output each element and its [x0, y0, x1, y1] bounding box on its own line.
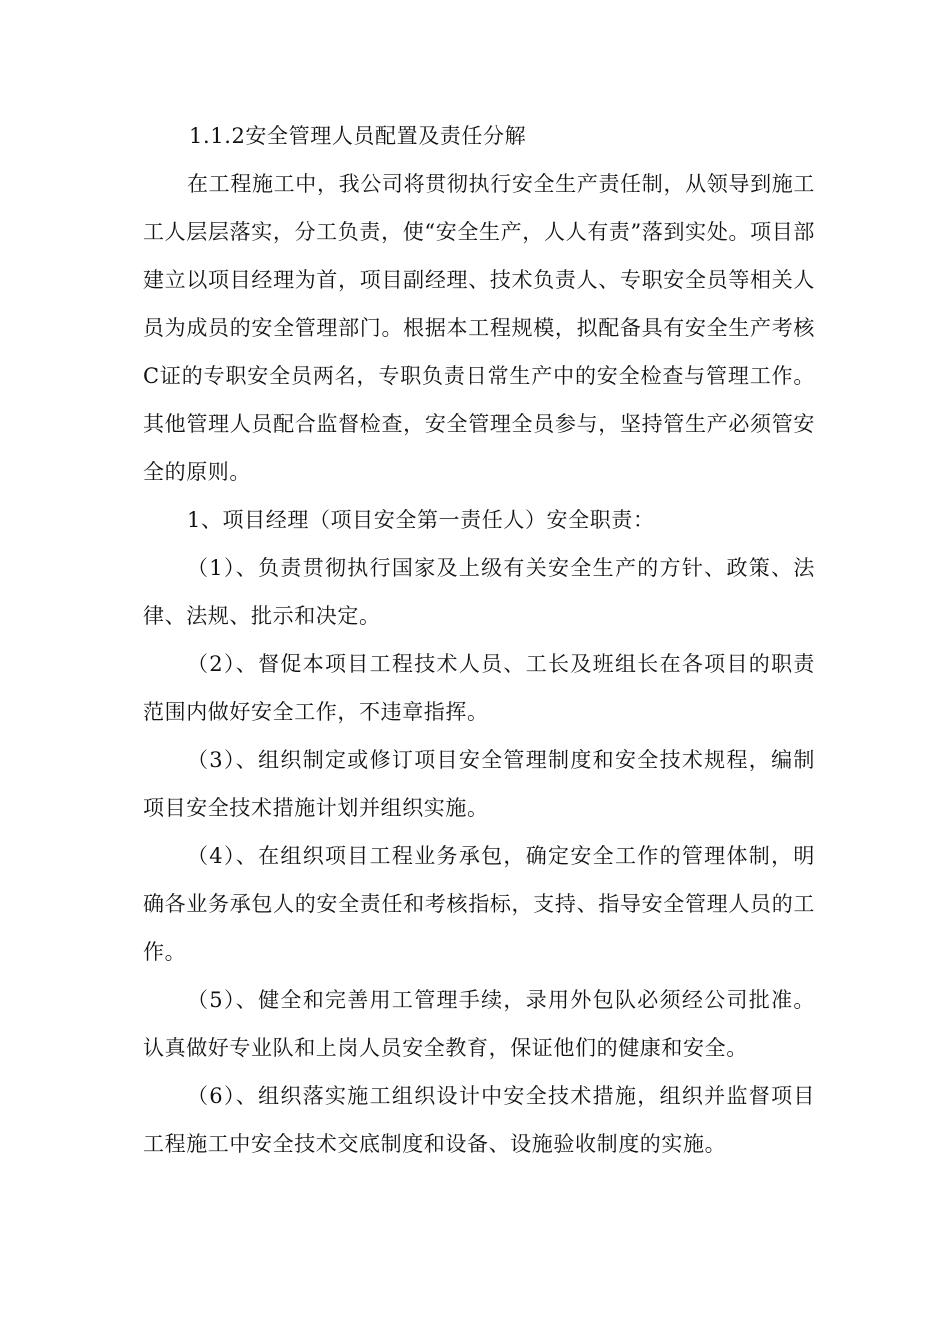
- subsection-heading-project-manager: 1、项目经理（项目安全第一责任人）安全职责：: [187, 508, 655, 532]
- duty-item-6: （6）、组织落实施工组织设计中安全技术措施，组织并监督项目工程施工中安全技术交底制度和设备、设施验收制度的实施。: [143, 1084, 815, 1156]
- duty-item-2: （2）、督促本项目工程技术人员、工长及班组长在各项目的职责范围内做好安全工作，不违章指挥。: [143, 652, 815, 724]
- section-heading: 1.1.2安全管理人员配置及责任分解: [189, 124, 527, 148]
- duty-item-3: （3）、组织制定或修订项目安全管理制度和安全技术规程，编制项目安全技术措施计划并组织实施。: [143, 748, 815, 820]
- duty-item-4: （4）、在组织项目工程业务承包，确定安全工作的管理体制，明确各业务承包人的安全责任和考核指标，支持、指导安全管理人员的工作。: [143, 844, 815, 964]
- duty-item-5: （5）、健全和完善用工管理手续，录用外包队必须经公司批准。认真做好专业队和上岗人员安全教育，保证他们的健康和安全。: [143, 988, 815, 1060]
- intro-paragraph: 在工程施工中，我公司将贯彻执行安全生产责任制，从领导到施工工人层层落实，分工负责，使“安全生产，人人有责”落到实处。项目部建立以项目经理为首，项目副经理、技术负责人、专职安全员等相关人员为成员的安全管理部门。根据本工程规模，拟配备具有安全生产考核C证的专职安全员两名，专职负责日常生产中的安全检查与管理工作。其他管理人员配合监督检查，安全管理全员参与，坚持管生产必须管安全的原则。: [143, 172, 815, 484]
- document-body: [143, 112, 815, 1168]
- duty-item-1: （1）、负责贯彻执行国家及上级有关安全生产的方针、政策、法律、法规、批示和决定。: [143, 556, 815, 628]
